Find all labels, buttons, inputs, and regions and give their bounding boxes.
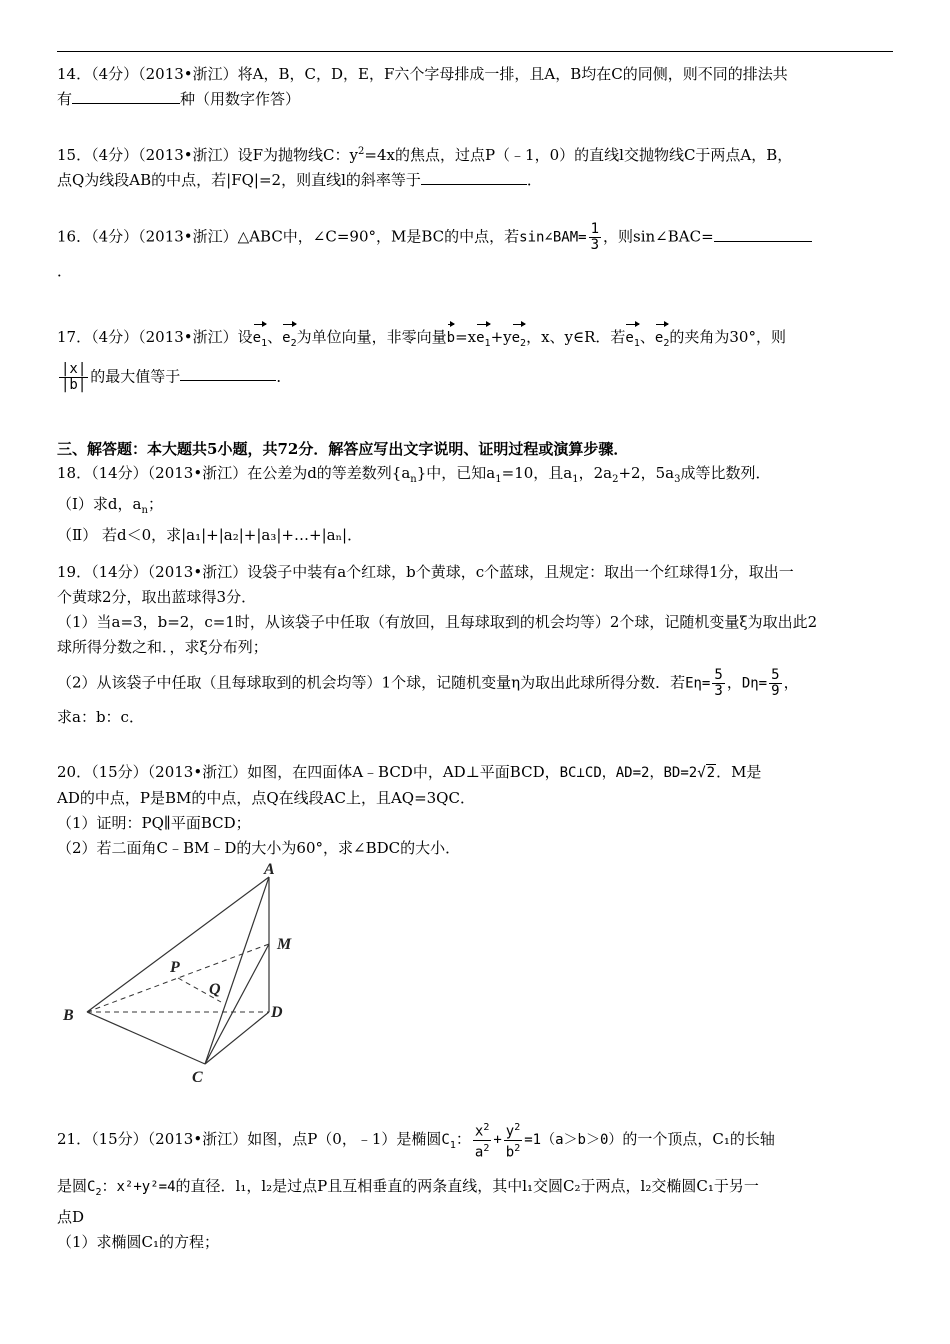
question-20	[57, 760, 897, 861]
q15-line2: 点Q为线段AB的中点，若|FQ|=2，则直线l的斜率等于 ．	[57, 168, 897, 193]
q17-line2: $\frac{|x|}{|b|}$ 的最大值等于 ．	[61, 360, 292, 393]
label-D: D	[271, 1004, 283, 1021]
q19-line5: （2）从该袋子中任取（且每球取到的机会均等）1个球，记随机变量η为取出此球所得分数．若Eη= $\frac{5}{3}$ ，Dη= $\frac{5}{9}$ ，	[57, 667, 799, 699]
q17-line1: 17．（4分）（2013•浙江）设$e_1$、$e_2$为单位向量，非零向量$b=xe_1+ye_2$，x、y∈R．若$e_1$、$e_2$的夹角为30°，则	[57, 320, 897, 356]
q21-line2: 是圆$C_2$：x²+y²=4的直径．l₁，l₂是过点P且互相垂直的两条直线，其中l₁交圆C₂于两点，l₂交椭圆C₁于另一	[57, 1177, 759, 1199]
tetrahedron-figure	[57, 860, 317, 1085]
q14-line2: 有 种（用数字作答）	[57, 87, 897, 112]
question-17	[57, 320, 897, 393]
q14-line1: 14．（4分）（2013•浙江）将A，B，C，D，E，F六个字母排成一排，且A，B均在C的同侧，则不同的排法共	[57, 65, 788, 83]
q16-line1: 16．（4分）（2013•浙江）△ABC中，∠C=90°，M是BC的中点，若sin∠BAM= $\frac{1}{3}$ ，则sin∠BAC=	[57, 222, 897, 253]
ellipse-x-term: $\frac{x^2}{a^2}$	[474, 1122, 490, 1161]
q20-line4: （2）若二面角C﹣BM﹣D的大小为60°，求∠BDC的大小．	[57, 839, 461, 857]
label-M: M	[277, 936, 292, 953]
q20-line1: 20．（15分）（2013•浙江）如图，在四面体A﹣BCD中，AD⊥平面BCD，BC⊥CD，AD=2，BD=2√2．M是	[57, 763, 762, 781]
q16-dot: ．	[57, 262, 73, 280]
q19-line1: 19．（14分）（2013•浙江）设袋子中装有a个红球，b个黄球，c个蓝球，且规定：取出一个红球得1分，取出一	[57, 563, 794, 581]
label-C: C	[192, 1069, 203, 1085]
label-B: B	[63, 1007, 74, 1024]
question-21	[57, 1120, 897, 1255]
edge-AC	[205, 877, 269, 1064]
q18-line1: 18．（14分）（2013•浙江）在公差为d的等差数列$\{a_n\}$中，已知$a_1=10$，且$a_1$，$2a_2+2$，$5a_3$成等比数列．	[57, 464, 771, 485]
question-19	[57, 560, 897, 730]
q21-line3: 点D	[57, 1208, 85, 1227]
q19-line2: 个黄球2分，取出蓝球得3分．	[57, 588, 257, 606]
q19-line3: （1）当a=3，b=2，c=1时，从该袋子中任取（有放回，且每球取到的机会均等）2个球，记随机变量ξ为取出此2	[57, 613, 818, 631]
q15-line1: 15．（4分）（2013•浙江）设F为抛物线C：$y^2=4x$的焦点，过点P（﹣1，0）的直线l交抛物线C于两点A，B，	[57, 146, 793, 164]
q18-line2: （Ⅰ）求d，$a_n$；	[57, 495, 163, 516]
q19-line6: 求a：b：c．	[57, 708, 144, 726]
q19-line4: 球所得分数之和．，求ξ分布列；	[57, 638, 268, 656]
label-Q: Q	[209, 981, 221, 998]
question-16	[57, 222, 897, 284]
q17-answer-blank[interactable]	[180, 364, 276, 381]
q16-answer-blank[interactable]	[714, 225, 812, 242]
q20-line3: （1）证明：PQ∥平面BCD；	[57, 814, 251, 832]
section-3-heading: 三、解答题：本大题共5小题，共72分．解答应写出文字说明、证明过程或演算步骤．	[57, 440, 629, 458]
edge-BA	[87, 877, 269, 1012]
question-15	[57, 139, 897, 193]
ellipse-y-term: $\frac{y^2}{b^2}$	[505, 1122, 521, 1161]
header-rule	[57, 51, 893, 52]
edge-MC	[205, 944, 269, 1064]
q14-answer-blank[interactable]	[72, 87, 180, 104]
question-18	[57, 461, 897, 548]
q15-answer-blank[interactable]	[421, 168, 527, 185]
q16-fraction: $\frac{1}{3}$	[590, 221, 600, 253]
q18-line3: （Ⅱ） 若d＜0，求|a₁|+|a₂|+|a₃|+…+|aₙ|．	[57, 526, 363, 544]
label-A: A	[264, 861, 275, 878]
edge-CD	[205, 1012, 269, 1064]
edge-BC	[87, 1012, 205, 1064]
q20-line2: AD的中点，P是BM的中点，点Q在线段AC上，且AQ=3QC．	[57, 789, 475, 807]
label-P: P	[170, 959, 180, 976]
q21-line4: （1）求椭圆C₁的方程；	[57, 1233, 220, 1252]
q21-line1: 21．（15分）（2013•浙江）如图，点P（0，﹣1）是椭圆$C_1$： $\frac{x^2}{a^2}$ + $\frac{y^2}{b^2}$ =1（a＞b＞0）的一个顶点，C₁的长轴	[57, 1122, 775, 1161]
question-14	[57, 62, 897, 112]
q17-fraction: $\frac{|x|}{|b|}$	[61, 360, 87, 393]
